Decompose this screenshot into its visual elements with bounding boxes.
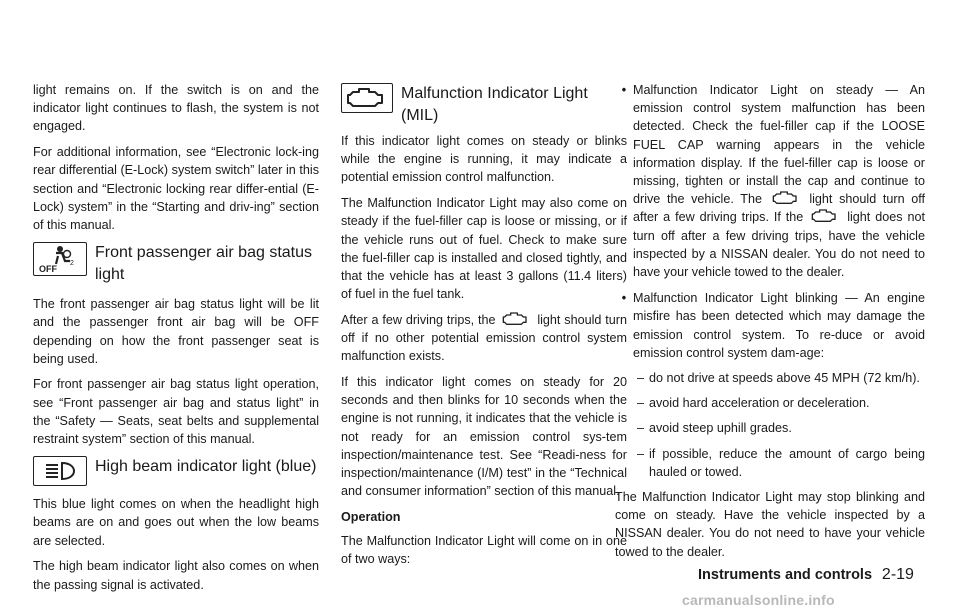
page-footer <box>698 566 914 584</box>
page-number: 2-19 <box>881 566 914 583</box>
highbeam-heading <box>33 456 319 486</box>
engine-check-icon <box>341 83 393 113</box>
engine-check-icon <box>501 311 531 327</box>
text-run: After a few driving trips, the <box>341 312 496 327</box>
paragraph: The Malfunction Indicator Light will come on in one of two ways: <box>341 534 627 567</box>
bullet-item: • Malfunction Indicator Light on steady — An emission control system malfunction has been detected. Check the fuel-filler cap if the LOOSE FUEL CAP warning appears in the vehicle information display. If the fuel-filler cap is loose or missing, tighten or install the cap and continue to drive the vehicle. The light should turn off after a few driving trips. If the light does not turn off after a few driving trips, have the vehicle inspected by a NISSAN dealer. You do not need to have your vehicle towed to the dealer. <box>621 83 926 280</box>
dash-item: – avoid hard acceleration or deceleration. <box>637 396 870 411</box>
engine-check-icon <box>771 190 801 206</box>
section-heading: Malfunction Indicator Light (MIL) <box>401 85 588 124</box>
column-1 <box>33 81 319 601</box>
airbag-icon-text: OFF <box>39 264 57 275</box>
dash-item: – do not drive at speeds above 45 MPH (72 km/h). <box>637 371 920 386</box>
section-heading: High beam indicator light (blue) <box>95 458 317 476</box>
airbag-off-icon <box>33 242 87 276</box>
engine-check-icon <box>810 208 840 224</box>
paragraph: The high beam indicator light also comes on when the passing signal is activated. <box>33 559 319 592</box>
paragraph: For additional information, see “Electronic lock-ing rear differential (E-Lock) system switch” later in this section and “Electronic locking rear differ-ential (E-Lock) system” in the “Starting and driv-ing” section of this manual. <box>33 145 319 232</box>
high-beam-icon <box>33 456 87 486</box>
text-run: Malfunction Indicator Light on steady — An emission control system malfunction has been detected. Check the fuel-filler cap if the LOOSE FUEL CAP warning appears in the vehicle information display. If the fuel-filler cap is loose or missing, tighten or install the cap and continue to drive the vehicle. The <box>633 83 925 207</box>
column-3 <box>615 81 925 568</box>
bullet-text: Malfunction Indicator Light blinking — An engine misfire has been detected which may damage the emission control system. To re-duce or avoid emission control system dam-age: <box>633 291 925 360</box>
paragraph: For front passenger air bag status light operation, see “Front passenger air bag and status light” in the “Safety — Seats, seat belts and supplemental restraint system” section of this manual. <box>33 377 319 447</box>
text-run: light should turn off after a few driving trips. If the <box>633 192 926 225</box>
dash-item: – if possible, reduce the amount of cargo being hauled or towed. <box>637 446 925 479</box>
bullet-item: • Malfunction Indicator Light blinking — An engine misfire has been detected which may damage the emission control system. To re-duce or avoid emission control system dam-age: <box>615 289 925 362</box>
text-run: light should turn off if no other potential emission control system malfunction exists. <box>341 312 627 364</box>
section-name: Instruments and controls <box>698 567 873 583</box>
airbag-heading <box>33 242 319 286</box>
text-run: light does not turn off after a few driving trips, have the vehicle inspected by a NISSAN dealer. You do not need to have your vehicle towed to the dealer. <box>633 210 925 280</box>
section-heading: Front passenger air bag status light <box>95 244 313 284</box>
paragraph: The Malfunction Indicator Light may stop blinking and come on steady. Have the vehicle inspected by a NISSAN dealer. You do not need to have your vehicle towed to the dealer. <box>615 490 925 559</box>
paragraph: light remains on. If the switch is on and the indicator light continues to flash, the system is not engaged. <box>33 83 319 134</box>
paragraph <box>341 311 627 366</box>
dash-item: – avoid steep uphill grades. <box>637 421 792 436</box>
paragraph: If this indicator light comes on steady for 20 seconds and then blinks for 10 seconds when the engine is not running, it indicates that the vehicle is not ready for an emission control sys-tem inspection/maintenance test. See “Readi-ness for inspection/maintenance (I/M) test” in the “Technical and consumer information” section of this manual. <box>341 374 627 499</box>
watermark: carmanualsonline.info <box>682 592 835 608</box>
paragraph: This blue light comes on when the headlight high beams are on and goes out when the low beams are selected. <box>33 497 319 548</box>
svg-text:2: 2 <box>70 260 74 268</box>
subheading: Operation <box>341 509 401 524</box>
column-2 <box>341 85 627 576</box>
paragraph: The front passenger air bag status light will be lit and the passenger front air bag will be OFF depending on how the front passenger seat is being used. <box>33 297 319 366</box>
paragraph: If this indicator light comes on steady or blinks while the engine is running, it may indicate a potential emission control malfunction. <box>341 134 627 185</box>
mil-heading <box>341 83 601 127</box>
paragraph: The Malfunction Indicator Light may also come on steady if the fuel-filler cap is loose or missing, or if the vehicle runs out of fuel. Check to make sure the fuel-filler cap is installed and closed tightly, and that the vehicle has at least 3 gallons (11.4 liters) of fuel in the fuel tank. <box>341 196 627 302</box>
